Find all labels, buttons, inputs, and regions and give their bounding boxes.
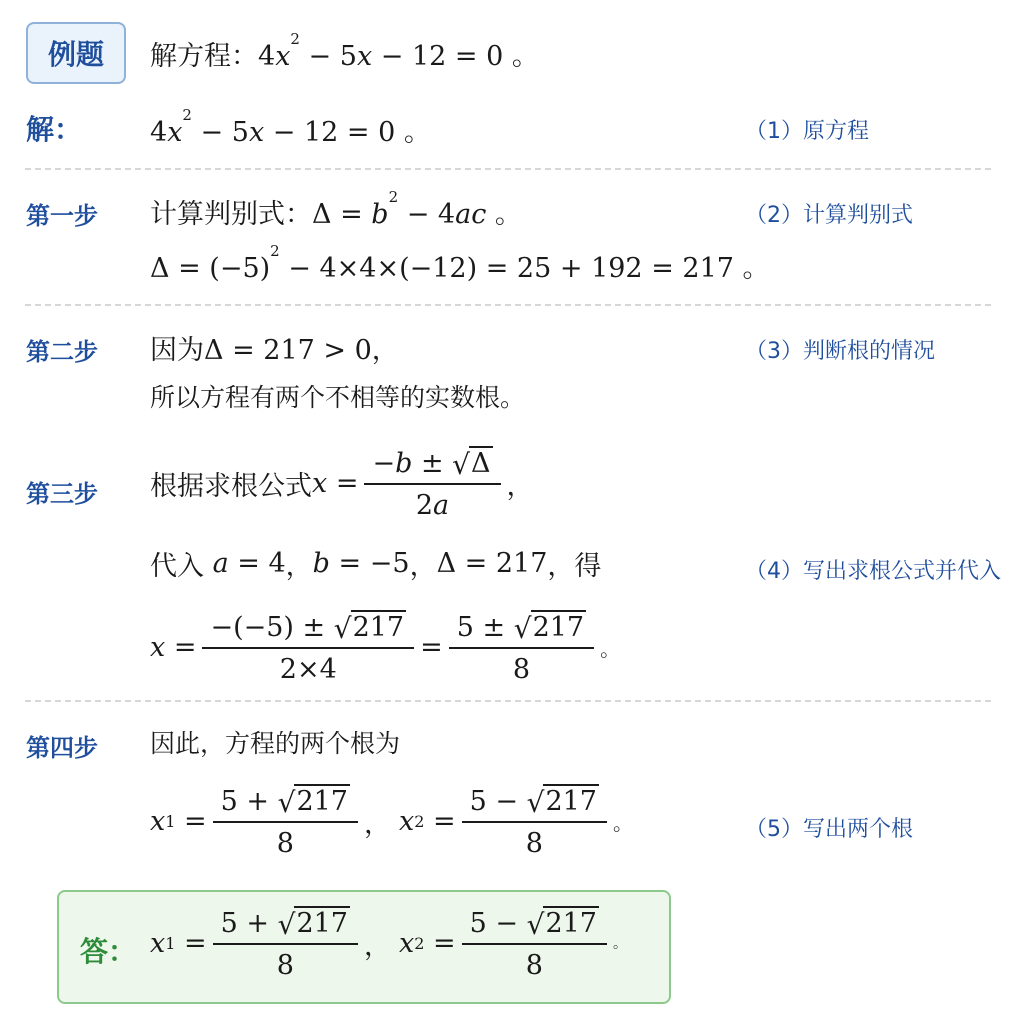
step3-substitute: 代入 a = 4 ， b = −5 ， Δ = 217 ，得 [150,548,602,582]
step2-label: 第二步 [26,338,98,366]
divider [25,304,991,306]
step1-line2: $\Delta = (-5)^2 - 4\times 4\times(-12) = 25 + 192 = 217$ 。 [150,242,770,284]
solution-equation: $4x^2 - 5x - 12 = 0$ 。 [150,106,431,148]
step2-line1: 因为 Δ = 217 > 0， [150,335,399,366]
problem-equation: $4x^2 - 5x - 12 = 0$ 。 [258,30,539,72]
step4-label: 第四步 [26,734,98,762]
problem-statement [150,30,539,73]
step1-line1: 计算判别式： $\Delta = b^2 - 4ac$ 。 [150,188,522,230]
note-3: （3）判断根的情况 [745,339,935,364]
note-2: （2）计算判别式 [745,203,913,228]
note-5: （5）写出两个根 [745,817,913,842]
note-1: （1）原方程 [745,119,869,144]
step3-label: 第三步 [26,480,98,508]
solution-label: 解： [26,113,83,146]
example-badge: 例题 [26,22,126,84]
divider [25,700,991,702]
problem-prefix: 解方程： [150,41,258,72]
step3-formula: 根据求根公式 x = − b ± √ Δ 2a ， [150,448,534,522]
divider [25,168,991,170]
step1-label: 第一步 [26,202,98,230]
step4-roots: x 1 = 5 + √ 217 8 ， x 2 = 5 − √ 217 8 。 [150,786,633,860]
step3-result: x = −(−5) ± √ 217 2×4 = 5 ± √ 217 8 。 [150,612,621,686]
answer-label: 答： [80,935,137,968]
note-4: （4）写出求根公式并代入 [745,559,1001,584]
answer-roots: x 1 = 5 + √ 217 8 ， x 2 = 5 − √ 217 8 。 [150,908,627,982]
step4-line1: 因此，方程的两个根为 [150,729,401,758]
step2-line2: 所以方程有两个不相等的实数根。 [150,383,526,412]
